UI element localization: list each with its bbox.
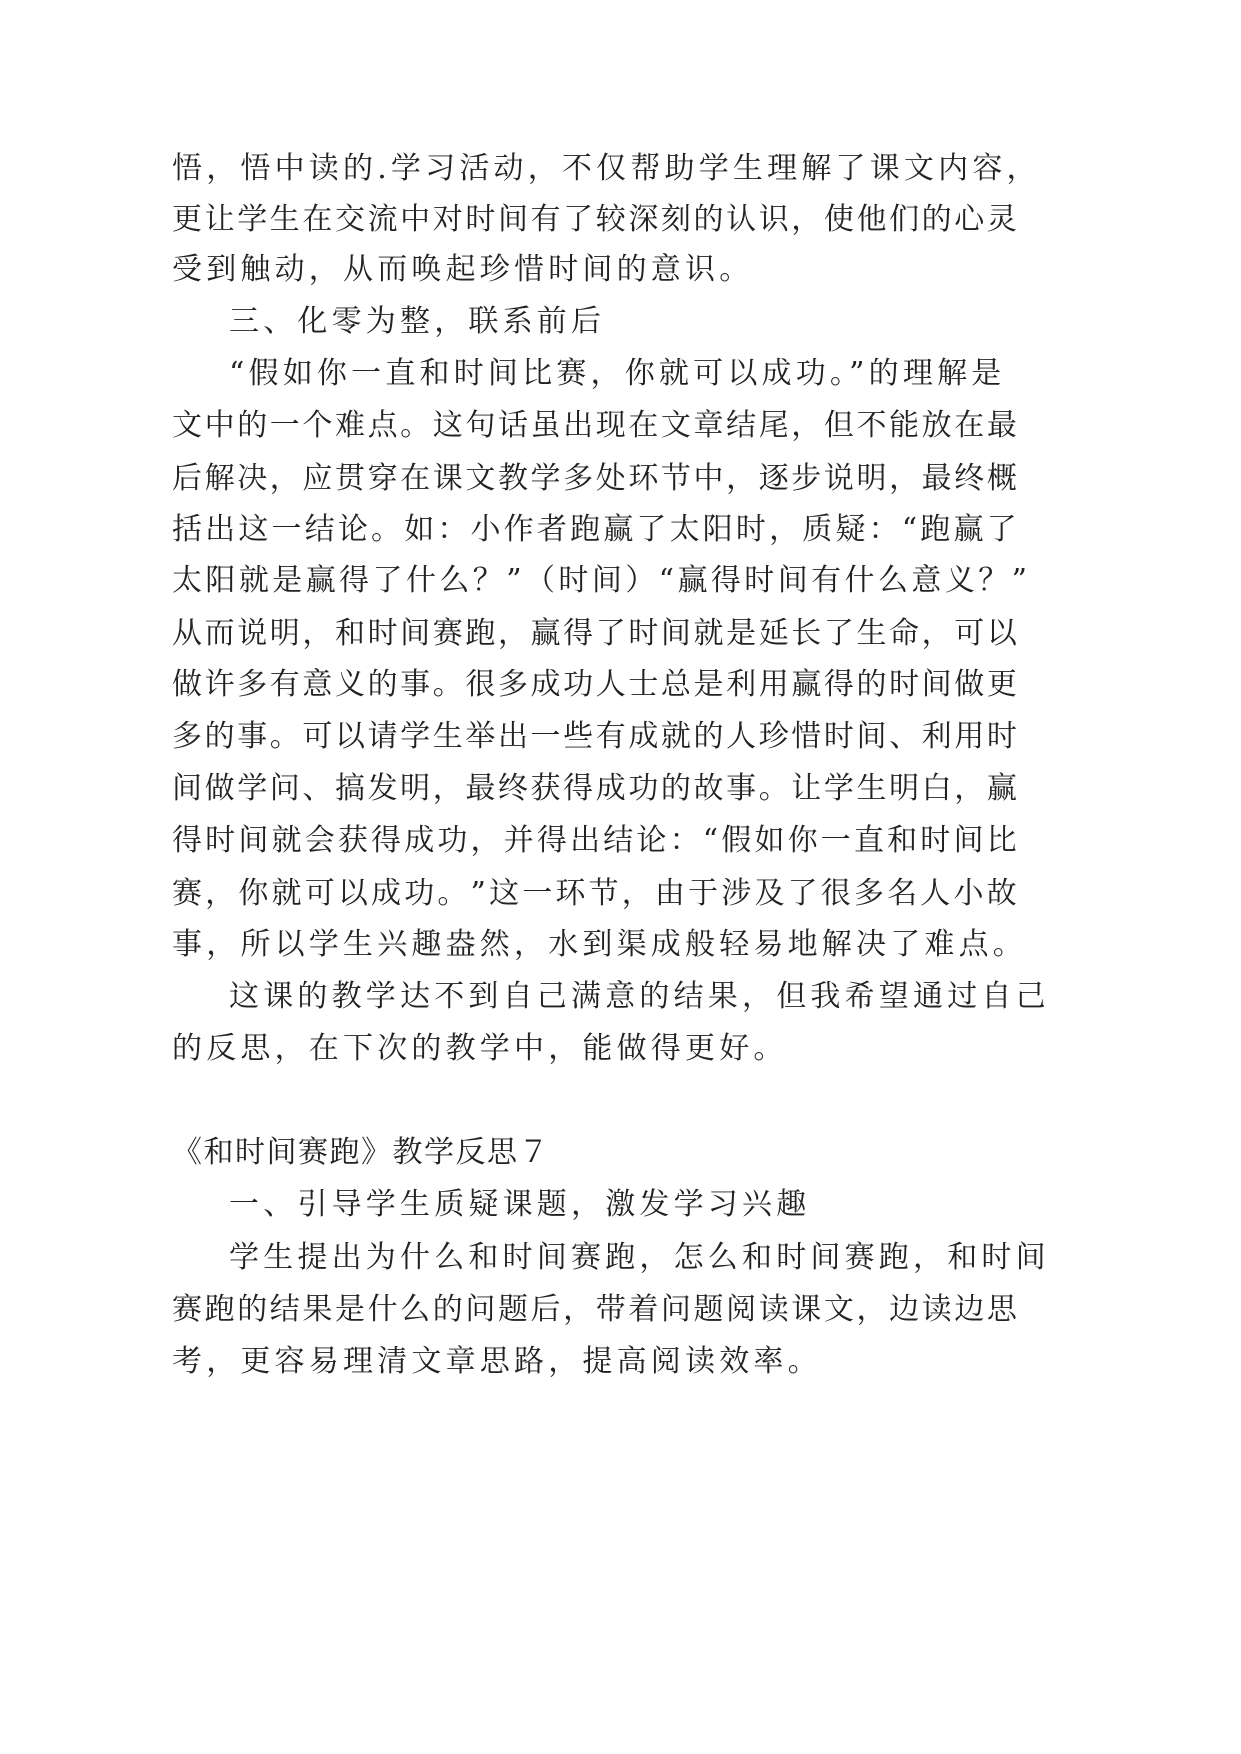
section-heading: 三、化零为整，联系前后	[229, 304, 606, 339]
body-text-line: 从 而 说 明 ， 和 时 间 赛 跑 ， 赢 得 了 时 间 就 是 延 长 了 生 命 ， 可 以	[172, 616, 1017, 651]
body-text-line: 悟，悟中读的.学习活动，不仅帮助学生理解了课文内容，	[172, 151, 1041, 186]
body-text-line: 得 时 间 就 会 获 得 成 功 ， 并 得 出 结 论 ： “ 假 如 你 一 直 和 时 间 比	[172, 823, 1017, 858]
body-text-line: 的反思，在下次的教学中，能做得更好。	[172, 1031, 788, 1066]
body-text-line: 文 中 的 一 个 难 点 。 这 句 话 虽 出 现 在 文 章 结 尾 ， 但 不 能 放 在 最	[172, 408, 1017, 443]
body-text-line: 括 出 这 一 结 论 。 如 ： 小 作 者 跑 赢 了 太 阳 时 ， 质 疑 ： “ 跑 赢 了	[172, 512, 1017, 547]
body-text-line: 赛 跑 的 结 果 是 什 么 的 问 题 后 ， 带 着 问 题 阅 读 课 文 ， 边 读 边 思	[172, 1292, 1017, 1327]
body-text-line: 事，所以学生兴趣盎然，水到渠成般轻易地解决了难点。	[172, 927, 1027, 962]
body-text-line: 太 阳 就 是 赢 得 了 什 么 ？ ” （ 时 间 ） “ 赢 得 时 间 有 什 么 意 义 ？ ”	[172, 563, 1027, 598]
body-text-line: 这课的教学达不到自己满意的结果，但我希望通过自己	[229, 979, 1050, 1014]
body-text-line: 赛 ， 你 就 可 以 成 功 。 ” 这 一 环 节 ， 由 于 涉 及 了 很 多 名 人 小 故	[172, 876, 1017, 911]
body-text-line: 后 解 决 ， 应 贯 穿 在 课 文 教 学 多 处 环 节 中 ， 逐 步 说 明 ， 最 终 概	[172, 461, 1017, 496]
section-heading: 一、引导学生质疑课题，激发学习兴趣	[229, 1187, 811, 1222]
body-text-line: 受到触动，从而唤起珍惜时间的意识。	[172, 252, 754, 287]
body-text-line: 做 许 多 有 意 义 的 事 。 很 多 成 功 人 士 总 是 利 用 赢 得 的 时 间 做 更	[172, 667, 1017, 702]
body-text-line: 学生提出为什么和时间赛跑，怎么和时间赛跑，和时间	[229, 1240, 1050, 1275]
body-text-line: 间 做 学 问 、 搞 发 明 ， 最 终 获 得 成 功 的 故 事 。 让 学 生 明 白 ， 赢	[172, 771, 1017, 806]
body-text-line: 考，更容易理清文章思路，提高阅读效率。	[172, 1344, 822, 1379]
body-text-line: 多 的 事 。 可 以 请 学 生 举 出 一 些 有 成 就 的 人 珍 惜 时 间 、 利 用 时	[172, 719, 1017, 754]
body-text-line: 更 让 学 生 在 交 流 中 对 时 间 有 了 较 深 刻 的 认 识 ， 使 他 们 的 心 灵	[172, 202, 1017, 237]
body-text-line: “假如你一直和时间比赛，你就可以成功。”的理解是	[229, 356, 1006, 391]
document-title: 《和时间赛跑》教学反思７	[172, 1135, 550, 1170]
